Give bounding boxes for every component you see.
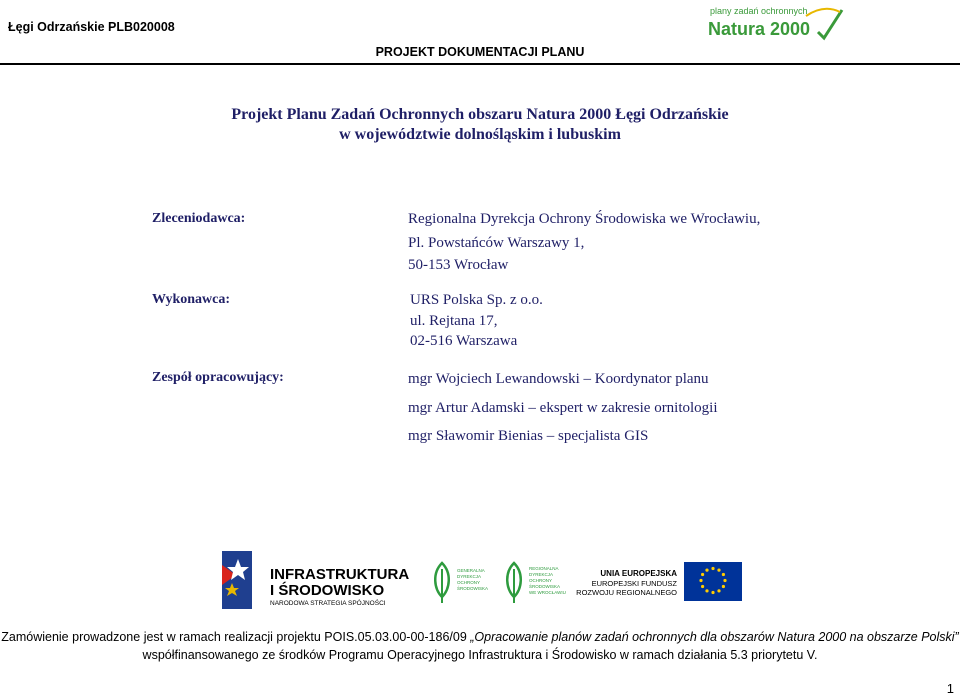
document-title: [0, 105, 960, 145]
eu-logo: [576, 562, 742, 601]
svg-text:I ŚRODOWISKO: I ŚRODOWISKO: [270, 582, 385, 599]
natura-2000-logo: [706, 2, 846, 44]
logo-tagline: plany zadań ochronnych: [710, 6, 808, 16]
team-label: Zespół opracowujący:: [152, 370, 284, 385]
footer-project-ref: Zamówienie prowadzone jest w ramach realizacji projektu POIS.05.03.00-00-186/09: [1, 630, 471, 644]
team-member: mgr Sławomir Bienias – specjalista GIS: [408, 428, 649, 444]
title-line-2: w województwie dolnośląskim i lubuskim: [339, 126, 621, 143]
contractor-line: 02-516 Warszawa: [410, 333, 518, 349]
svg-text:ROZWOJU REGIONALNEGO: ROZWOJU REGIONALNEGO: [576, 588, 677, 597]
svg-text:REGIONALNA: REGIONALNA: [529, 566, 559, 571]
svg-text:WE WROCŁAWIU: WE WROCŁAWIU: [529, 590, 566, 595]
gdos-logo: [435, 563, 488, 603]
svg-text:EUROPEJSKI FUNDUSZ: EUROPEJSKI FUNDUSZ: [591, 579, 677, 588]
svg-text:OCHRONY: OCHRONY: [457, 580, 481, 585]
footer-line-2: współfinansowanego ze środków Programu Operacyjnego Infrastruktura i Środowisko w ramach działania 5.3 priorytetu V.: [142, 648, 818, 662]
svg-text:ŚRODOWISKA: ŚRODOWISKA: [529, 584, 561, 589]
footer-project-title: „Opracowanie planów zadań ochronnych dla obszarów Natura 2000 na obszarze Polski”: [470, 630, 959, 644]
header-document-type: PROJEKT DOKUMENTACJI PLANU: [375, 45, 585, 59]
logo-wordmark: Natura 2000: [708, 19, 811, 39]
title-line-1: Projekt Planu Zadań Ochronnych obszaru Natura 2000 Łęgi Odrzańskie: [231, 106, 729, 123]
svg-text:DYREKCJA: DYREKCJA: [457, 574, 482, 579]
footer-line-1: [0, 628, 960, 646]
infrastruktura-logo: [222, 551, 409, 609]
svg-text:DYREKCJA: DYREKCJA: [529, 572, 554, 577]
arc-icon: [806, 9, 840, 16]
header-document-id: Łęgi Odrzańskie PLB020008: [8, 20, 175, 34]
funding-logos: [0, 545, 960, 615]
client-line: Regionalna Dyrekcja Ochrony Środowiska we Wrocławiu,: [408, 211, 761, 227]
funding-footer: [0, 628, 960, 664]
svg-text:NARODOWA STRATEGIA SPÓJNOŚCI: NARODOWA STRATEGIA SPÓJNOŚCI: [270, 600, 386, 607]
client-line: Pl. Powstańców Warszawy 1,: [408, 235, 585, 251]
checkmark-icon: [818, 10, 842, 38]
svg-text:INFRASTRUKTURA: INFRASTRUKTURA: [270, 566, 410, 583]
svg-text:GENERALNA: GENERALNA: [457, 568, 485, 573]
contractor-label: Wykonawca:: [152, 292, 231, 307]
svg-text:OCHRONY: OCHRONY: [529, 578, 553, 583]
contractor-line: ul. Rejtana 17,: [410, 313, 498, 329]
team-member: mgr Wojciech Lewandowski – Koordynator planu: [408, 371, 709, 387]
client-label: Zleceniodawca:: [152, 211, 246, 226]
contractor-line: URS Polska Sp. z o.o.: [410, 292, 543, 308]
svg-text:UNIA EUROPEJSKA: UNIA EUROPEJSKA: [600, 569, 677, 578]
header-divider: [0, 63, 960, 65]
team-member: mgr Artur Adamski – ekspert w zakresie ornitologii: [408, 400, 718, 416]
page-number: 1: [946, 681, 954, 696]
svg-text:ŚRODOWISKA: ŚRODOWISKA: [457, 586, 489, 591]
client-line: 50-153 Wrocław: [408, 257, 509, 273]
rdos-logo: [507, 563, 566, 603]
